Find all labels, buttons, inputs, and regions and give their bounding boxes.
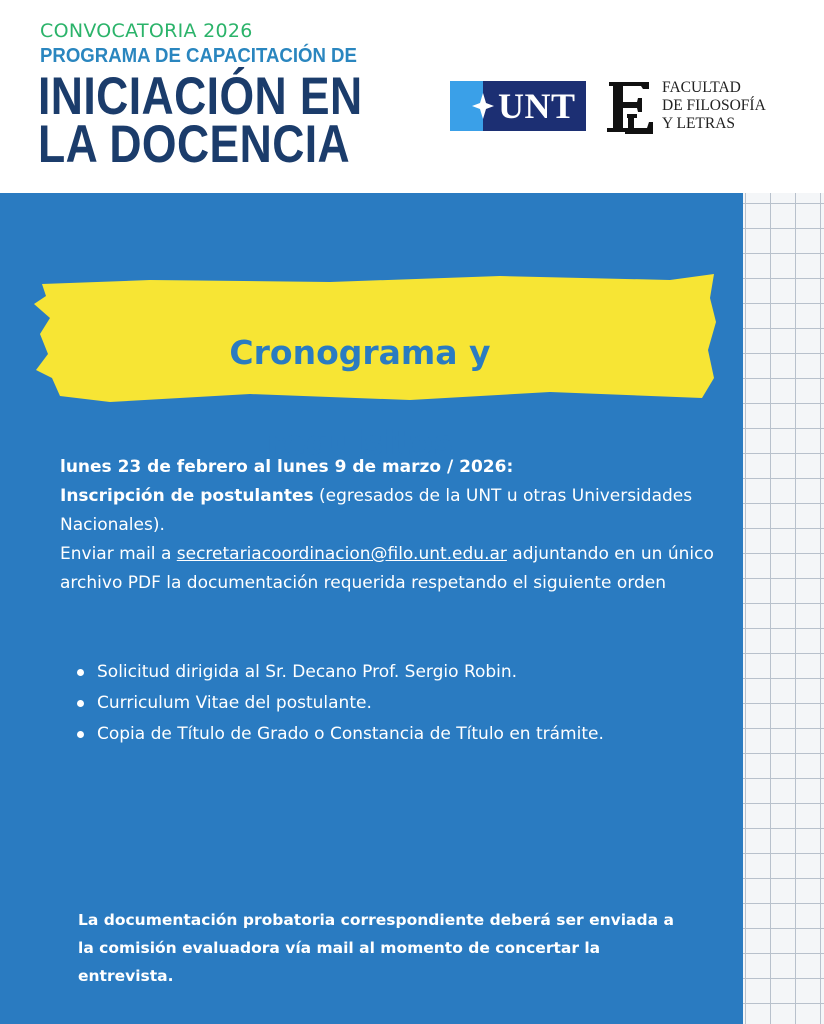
send-suffix: adjuntando en un único archivo PDF la documentación requerida respetando el siguiente orden [60,544,714,593]
schedule-block [60,453,730,598]
header [0,0,824,193]
email-link[interactable]: secretariacoordinacion@filo.unt.edu.ar [176,544,507,564]
list-item-text: Solicitud dirigida al Sr. Decano Prof. Sergio Robin. [97,662,518,682]
footer-note: La documentación probatoria correspondiente deberá ser enviada a la comisión evaluadora vía mail al momento de concertar la entrevista. [78,911,674,985]
inscription-label: Inscripción de postulantes [60,486,314,506]
list-item [75,688,604,719]
send-instructions [60,540,730,598]
page-title-line1: INICIACIÓN EN [38,67,363,126]
list-item [75,657,604,688]
schedule-dates: lunes 23 de febrero al lunes 9 de marzo / 2026: [60,457,514,477]
page-title [38,67,363,174]
unt-logo-text: UNT [498,86,576,126]
bullet-icon [77,700,84,707]
bullet-icon [77,731,84,738]
section-heading-line2: requisitos [266,423,454,462]
page-title-line2: LA DOCENCIA [38,115,351,174]
star-icon [472,93,494,119]
graph-paper-strip [743,193,824,1024]
list-item-text: Copia de Título de Grado o Constancia de Título en trámite. [97,724,604,744]
send-prefix: Enviar mail a [60,544,177,564]
bullet-icon [77,669,84,676]
faculty-line3: Y LETRAS [662,115,736,132]
inscription-note: (egresados de la UNT u otras Universidades Nacionales). [60,486,693,535]
faculty-logo-text [662,79,766,133]
section-heading-line1: Cronograma y [229,333,491,372]
eyebrow-text: CONVOCATORIA 2026 [40,20,253,42]
inscription-paragraph [60,482,730,540]
unt-logo [450,81,586,131]
faculty-logo-mark [603,78,657,136]
faculty-line1: FACULTAD [662,79,741,96]
requirements-list [75,657,604,750]
program-subtitle: PROGRAMA DE CAPACITACIÓN DE [40,45,357,67]
list-item [75,719,604,750]
faculty-line2: DE FILOSOFÍA [662,97,766,114]
list-item-text: Curriculum Vitae del postulante. [97,693,372,713]
